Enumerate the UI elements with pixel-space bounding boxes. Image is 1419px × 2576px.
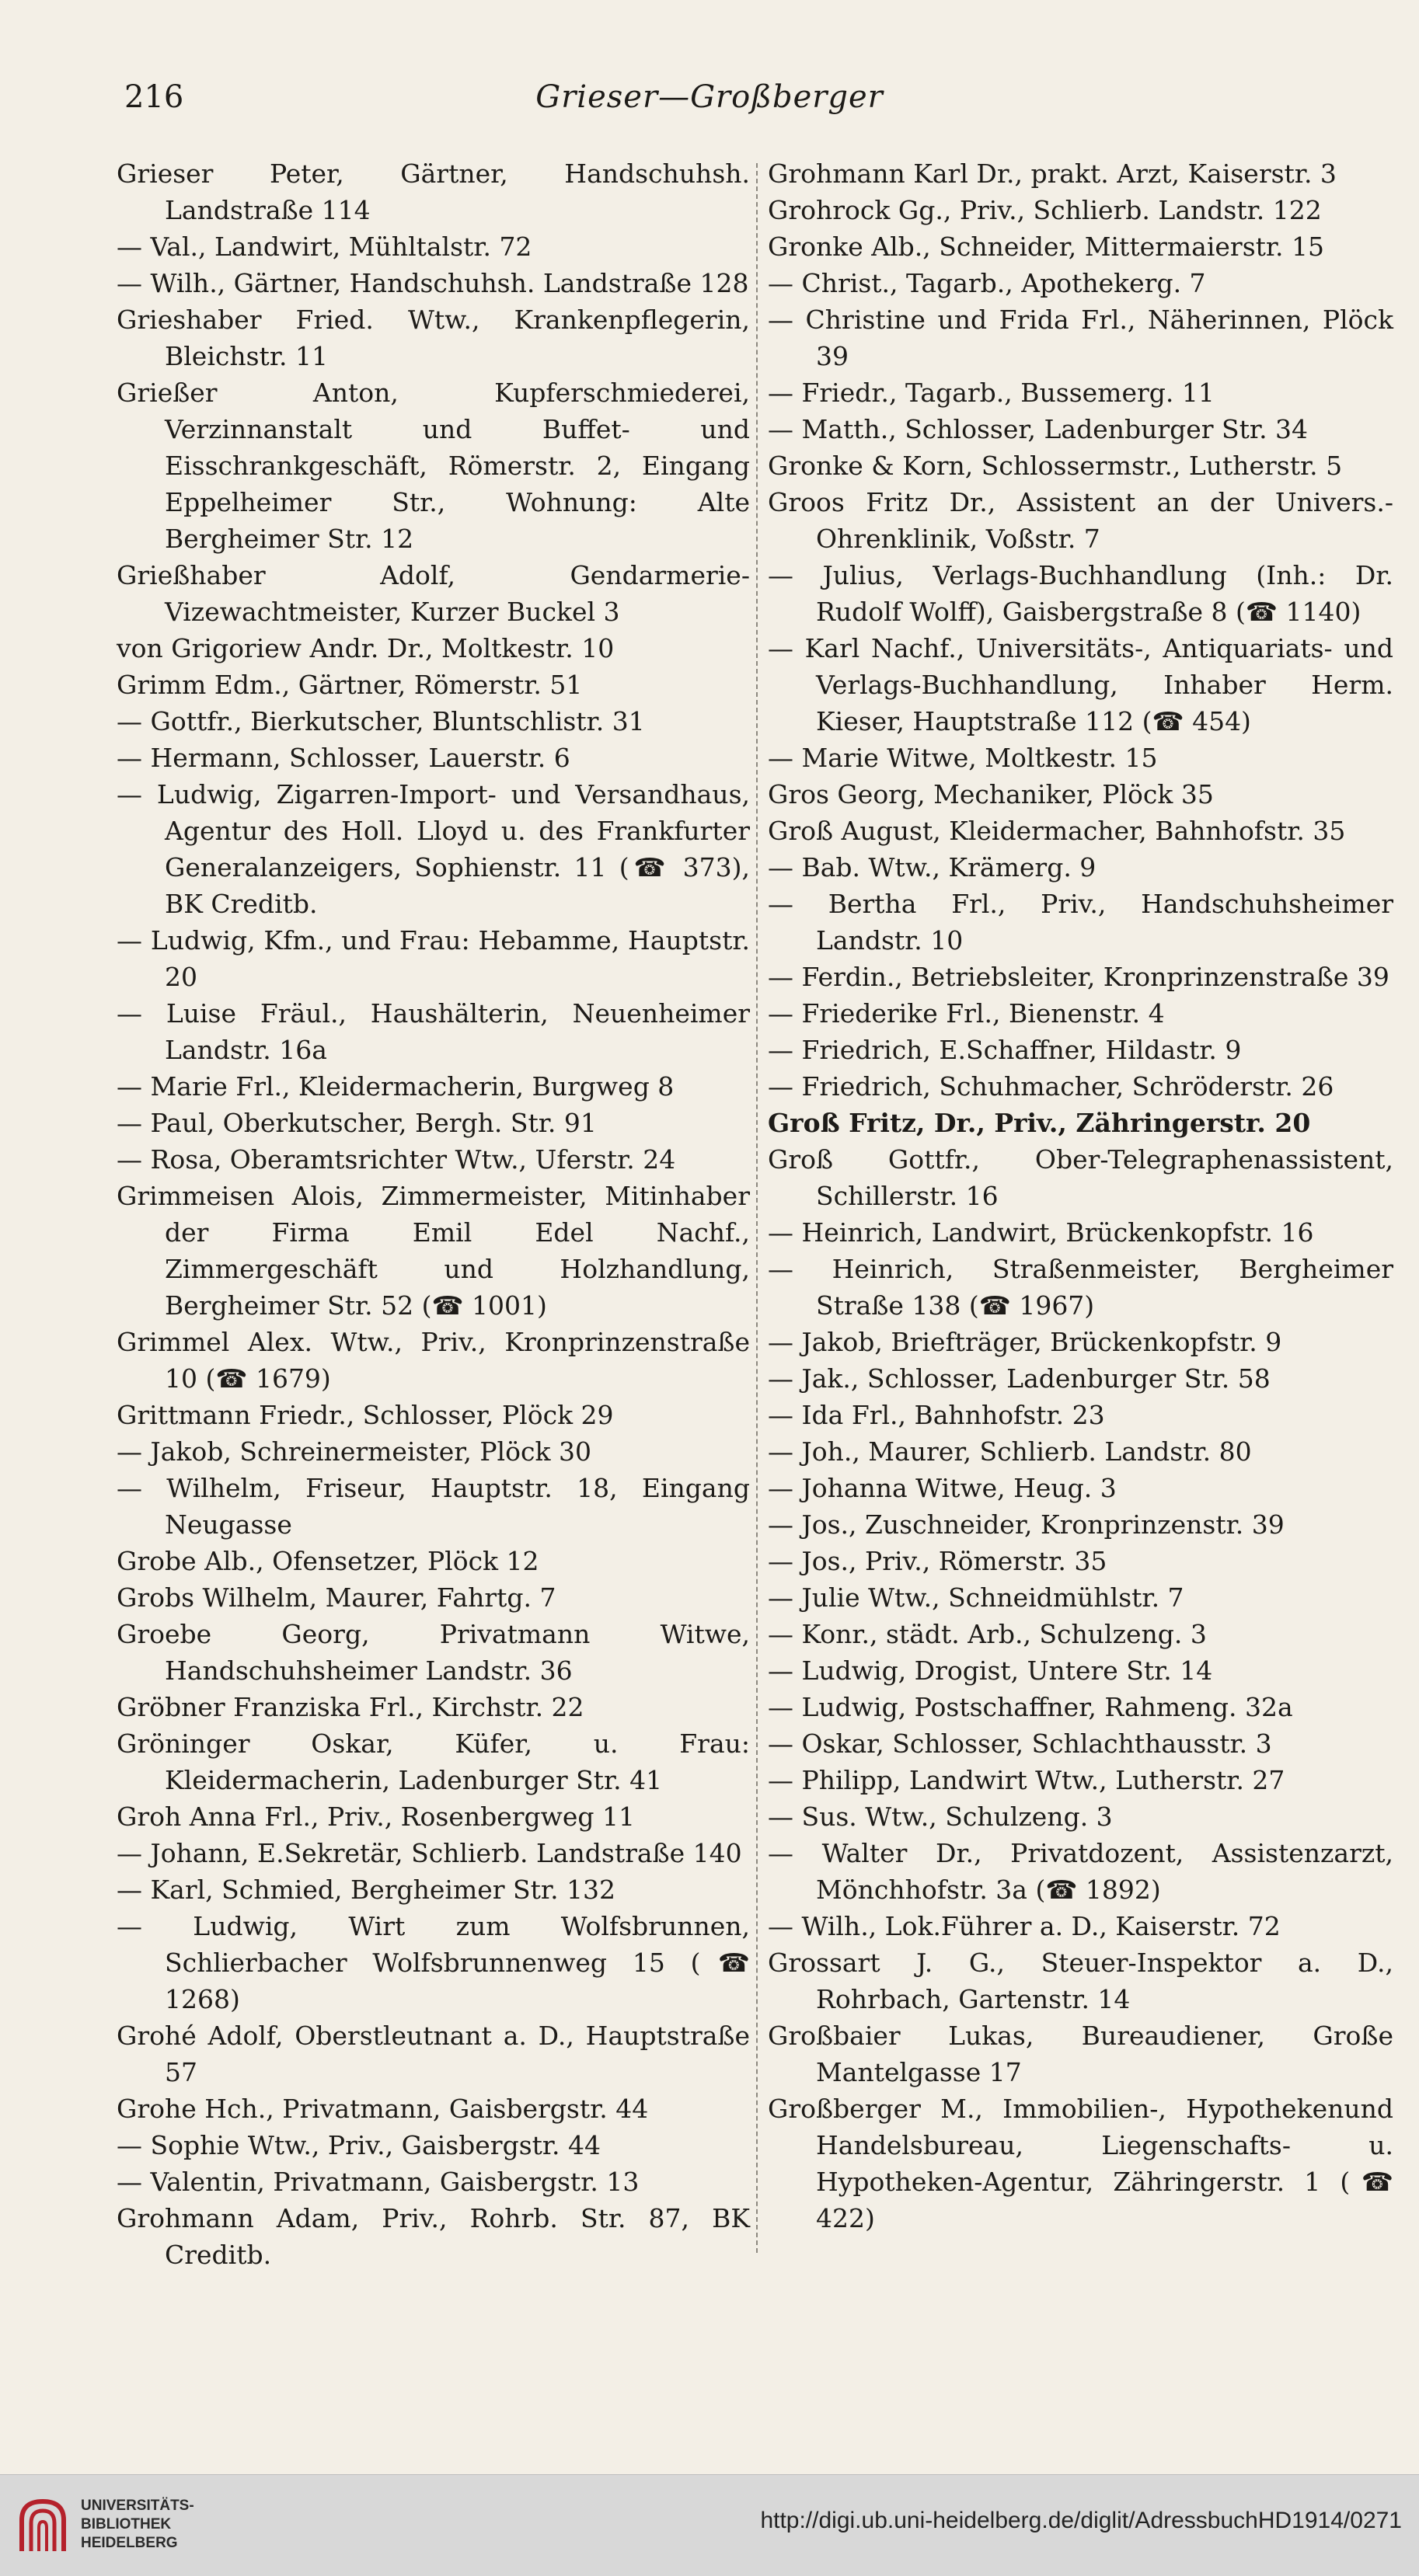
directory-entry: — Walter Dr., Privatdozent, Assistenzarzt, Mönchhofstr. 3a (☎ 1892)	[768, 1838, 1393, 1905]
directory-entry: — Karl Nachf., Universitäts-, Antiquariats- und Verlags-Buchhandlung, Inhaber Herm. Kieser, Hauptstraße 112 (☎ 454)	[768, 633, 1393, 736]
directory-entry: Gronke & Korn, Schlossermstr., Lutherstr. 5	[768, 451, 1343, 481]
directory-entry: — Julie Wtw., Schneidmühlstr. 7	[768, 1582, 1184, 1613]
directory-entry: Gröbner Franziska Frl., Kirchstr. 22	[117, 1692, 584, 1722]
directory-entry: — Oskar, Schlosser, Schlachthausstr. 3	[768, 1728, 1272, 1759]
directory-entry: Grossart J. G., Steuer-Inspektor a. D., Rohrbach, Gartenstr. 14	[768, 1948, 1393, 2014]
directory-entry: — Luise Fräul., Haushälterin, Neuenheimer Landstr. 16a	[117, 998, 750, 1065]
directory-entry: — Matth., Schlosser, Ladenburger Str. 34	[768, 414, 1309, 444]
directory-entry: Grittmann Friedr., Schlosser, Plöck 29	[117, 1400, 614, 1430]
directory-entry: — Rosa, Oberamtsrichter Wtw., Uferstr. 24	[117, 1144, 676, 1175]
directory-entry: Grohé Adolf, Oberstleutnant a. D., Hauptstraße 57	[117, 2021, 750, 2087]
directory-entry: — Jakob, Briefträger, Brückenkopfstr. 9	[768, 1327, 1282, 1357]
directory-entry: Grohe Hch., Privatmann, Gaisbergstr. 44	[117, 2094, 649, 2124]
directory-entry: — Friedr., Tagarb., Bussemerg. 11	[768, 378, 1215, 408]
directory-entry: Groß Gottfr., Ober-Telegraphenassistent, Schillerstr. 16	[768, 1144, 1393, 1211]
directory-entry: — Julius, Verlags-Buchhandlung (Inh.: Dr. Rudolf Wolff), Gaisbergstraße 8 (☎ 1140)	[768, 560, 1393, 627]
directory-entry: Grießer Anton, Kupferschmiederei, Verzinnanstalt und Buffet- und Eisschrankgeschäft, Römerstr. 2, Eingang Eppelheimer Str., Wohnung: Alte Bergheimer Str. 12	[117, 378, 750, 554]
directory-entry: — Joh., Maurer, Schlierb. Landstr. 80	[768, 1436, 1252, 1467]
directory-entry: — Sus. Wtw., Schulzeng. 3	[768, 1801, 1113, 1832]
directory-entry: — Johann, E.Sekretär, Schlierb. Landstraße 140	[117, 1838, 742, 1868]
page-number: 216	[124, 79, 184, 115]
directory-entry: Gronke Alb., Schneider, Mittermaierstr. 15	[768, 231, 1325, 262]
directory-entry: — Bab. Wtw., Krämerg. 9	[768, 852, 1096, 882]
left-column	[117, 155, 750, 2273]
directory-entry: Groos Fritz Dr., Assistent an der Univers.-Ohrenklinik, Voßstr. 7	[768, 487, 1393, 554]
column-divider	[756, 163, 758, 2253]
library-name-line2: BIBLIOTHEK	[81, 2516, 172, 2532]
directory-entry: Groebe Georg, Privatmann Witwe, Handschuhsheimer Landstr. 36	[117, 1619, 750, 1686]
page-header	[117, 71, 1302, 134]
directory-entry: Groß Fritz, Dr., Priv., Zähringerstr. 20	[768, 1108, 1311, 1138]
library-name-line1: UNIVERSITÄTS-	[81, 2498, 194, 2514]
directory-entry: — Jos., Zuschneider, Kronprinzenstr. 39	[768, 1509, 1285, 1540]
directory-entry: Grobs Wilhelm, Maurer, Fahrtg. 7	[117, 1582, 556, 1613]
directory-entry: — Christine und Frida Frl., Näherinnen, Plöck 39	[768, 305, 1393, 371]
directory-entry: — Ludwig, Zigarren-Import- und Versandhaus, Agentur des Holl. Lloyd u. des Frankfurter Generalanzeigers, Sophienstr. 11 (☎ 373), BK Creditb.	[117, 779, 750, 919]
directory-entry: — Wilh., Gärtner, Handschuhsh. Landstraße 128	[117, 268, 749, 298]
directory-entry: — Konr., städt. Arb., Schulzeng. 3	[768, 1619, 1207, 1649]
footer-bar	[0, 2474, 1419, 2576]
directory-entry: Großbaier Lukas, Bureaudiener, Große Mantelgasse 17	[768, 2021, 1393, 2087]
directory-entry: Gröninger Oskar, Küfer, u. Frau: Kleidermacherin, Ladenburger Str. 41	[117, 1728, 750, 1795]
directory-entry: — Ludwig, Drogist, Untere Str. 14	[768, 1655, 1213, 1686]
directory-entry: — Valentin, Privatmann, Gaisbergstr. 13	[117, 2167, 640, 2197]
directory-entry: — Heinrich, Straßenmeister, Bergheimer Straße 138 (☎ 1967)	[768, 1254, 1393, 1321]
directory-entry: von Grigoriew Andr. Dr., Moltkestr. 10	[117, 633, 615, 663]
directory-entry: — Marie Frl., Kleidermacherin, Burgweg 8	[117, 1071, 675, 1102]
directory-entry: — Hermann, Schlosser, Lauerstr. 6	[117, 743, 570, 773]
directory-entry: Gros Georg, Mechaniker, Plöck 35	[768, 779, 1214, 809]
directory-entry: — Gottfr., Bierkutscher, Bluntschlistr. 31	[117, 706, 645, 736]
directory-entry: — Heinrich, Landwirt, Brückenkopfstr. 16	[768, 1217, 1314, 1248]
library-name-line3: HEIDELBERG	[81, 2535, 178, 2551]
directory-entry: Grieshaber Fried. Wtw., Krankenpflegerin, Bleichstr. 11	[117, 305, 750, 371]
directory-entry: — Ludwig, Postschaffner, Rahmeng. 32a	[768, 1692, 1293, 1722]
directory-entry: — Jak., Schlosser, Ladenburger Str. 58	[768, 1363, 1271, 1394]
directory-entry: Grießhaber Adolf, Gendarmerie-Vizewachtmeister, Kurzer Buckel 3	[117, 560, 750, 627]
directory-entry: Grimmeisen Alois, Zimmermeister, Mitinhaber der Firma Emil Edel Nachf., Zimmergeschäft und Holzhandlung, Bergheimer Str. 52 (☎ 1001)	[117, 1181, 750, 1321]
directory-entry: Grohmann Karl Dr., prakt. Arzt, Kaiserstr. 3	[768, 158, 1337, 189]
directory-entry: Grobe Alb., Ofensetzer, Plöck 12	[117, 1546, 539, 1576]
directory-entry: — Philipp, Landwirt Wtw., Lutherstr. 27	[768, 1765, 1285, 1795]
directory-entry: — Bertha Frl., Priv., Handschuhsheimer Landstr. 10	[768, 889, 1393, 956]
library-name	[81, 2497, 194, 2553]
directory-entry: — Paul, Oberkutscher, Bergh. Str. 91	[117, 1108, 597, 1138]
directory-entry: — Johanna Witwe, Heug. 3	[768, 1473, 1117, 1503]
directory-entry: Grimm Edm., Gärtner, Römerstr. 51	[117, 670, 583, 700]
directory-entry: Groß August, Kleidermacher, Bahnhofstr. 35	[768, 816, 1346, 846]
directory-entry: — Friederike Frl., Bienenstr. 4	[768, 998, 1165, 1029]
directory-entry: — Wilhelm, Friseur, Hauptstr. 18, Eingang Neugasse	[117, 1473, 750, 1540]
directory-entry: — Jos., Priv., Römerstr. 35	[768, 1546, 1107, 1576]
directory-entry: — Christ., Tagarb., Apothekerg. 7	[768, 268, 1206, 298]
directory-entry: — Ida Frl., Bahnhofstr. 23	[768, 1400, 1105, 1430]
directory-entry: Grohrock Gg., Priv., Schlierb. Landstr. 122	[768, 195, 1322, 225]
directory-entry: — Ludwig, Kfm., und Frau: Hebamme, Hauptstr. 20	[117, 925, 750, 992]
directory-entry: Groh Anna Frl., Priv., Rosenbergweg 11	[117, 1801, 636, 1832]
right-column	[768, 155, 1393, 2237]
directory-entry: Grieser Peter, Gärtner, Handschuhsh. Landstraße 114	[117, 158, 750, 225]
directory-entry: Grohmann Adam, Priv., Rohrb. Str. 87, BK Creditb.	[117, 2203, 750, 2270]
directory-entry: — Jakob, Schreinermeister, Plöck 30	[117, 1436, 591, 1467]
university-library-logo-icon	[16, 2497, 70, 2556]
directory-entry: Grimmel Alex. Wtw., Priv., Kronprinzenstraße 10 (☎ 1679)	[117, 1327, 750, 1394]
directory-entry: — Ludwig, Wirt zum Wolfsbrunnen, Schlierbacher Wolfsbrunnenweg 15 (☎ 1268)	[117, 1911, 750, 2014]
source-url-link[interactable]: http://digi.ub.uni-heidelberg.de/diglit/AdressbuchHD1914/0271	[760, 2508, 1402, 2533]
directory-entry: — Friedrich, Schuhmacher, Schröderstr. 26	[768, 1071, 1334, 1102]
directory-entry: — Marie Witwe, Moltkestr. 15	[768, 743, 1158, 773]
directory-entry: — Ferdin., Betriebsleiter, Kronprinzenstraße 39	[768, 962, 1389, 992]
directory-entry: — Sophie Wtw., Priv., Gaisbergstr. 44	[117, 2130, 601, 2160]
directory-entry: — Wilh., Lok.Führer a. D., Kaiserstr. 72	[768, 1911, 1281, 1941]
directory-entry: — Val., Landwirt, Mühltalstr. 72	[117, 231, 532, 262]
directory-entry: Großberger M., Immobilien-, Hypothekenund Handelsbureau, Liegenschafts- u. Hypotheken-Agentur, Zähringerstr. 1 (☎ 422)	[768, 2094, 1393, 2233]
page-title: Grieser—Großberger	[535, 79, 884, 115]
directory-entry: — Friedrich, E.Schaffner, Hildastr. 9	[768, 1035, 1242, 1065]
directory-entry: — Karl, Schmied, Bergheimer Str. 132	[117, 1875, 616, 1905]
